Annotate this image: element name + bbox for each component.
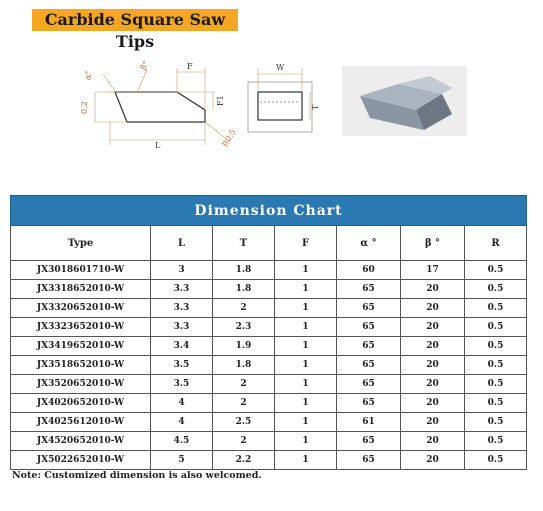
table-cell: 1 bbox=[275, 318, 337, 337]
table-row bbox=[11, 280, 527, 299]
table-cell: 0.5 bbox=[465, 318, 527, 337]
table-cell: 65 bbox=[337, 451, 401, 470]
table-cell: JX3318652010-W bbox=[11, 280, 151, 299]
table-cell: 0.5 bbox=[465, 356, 527, 375]
table-row bbox=[11, 299, 527, 318]
table-cell: 2 bbox=[213, 299, 275, 318]
col-header-type: Type bbox=[11, 226, 151, 261]
table-cell: 3.3 bbox=[151, 299, 213, 318]
table-cell: JX4025612010-W bbox=[11, 413, 151, 432]
table-cell: 4.5 bbox=[151, 432, 213, 451]
table-cell: 20 bbox=[401, 299, 465, 318]
table-cell: 61 bbox=[337, 413, 401, 432]
table-cell: 65 bbox=[337, 299, 401, 318]
footer-note: Note: Customized dimension is also welcomed. bbox=[12, 470, 262, 481]
table-cell: 65 bbox=[337, 394, 401, 413]
table-cell: 0.5 bbox=[465, 280, 527, 299]
table-cell: 0.5 bbox=[465, 261, 527, 280]
table-row bbox=[11, 337, 527, 356]
table-cell: 1 bbox=[275, 413, 337, 432]
col-header-l: L bbox=[151, 226, 213, 261]
table-cell: JX3419652010-W bbox=[11, 337, 151, 356]
f1-label: F1 bbox=[216, 95, 225, 106]
table-row bbox=[11, 318, 527, 337]
table-row bbox=[11, 451, 527, 470]
table-row bbox=[11, 432, 527, 451]
table-cell: 1.9 bbox=[213, 337, 275, 356]
table-cell: JX3320652010-W bbox=[11, 299, 151, 318]
table-row bbox=[11, 375, 527, 394]
table-cell: 1 bbox=[275, 451, 337, 470]
height-label: 0.2 bbox=[80, 101, 89, 114]
table-cell: 65 bbox=[337, 318, 401, 337]
table-cell: 17 bbox=[401, 261, 465, 280]
side-view-drawing bbox=[75, 50, 255, 160]
w-label: W bbox=[276, 63, 285, 72]
table-cell: 2 bbox=[213, 432, 275, 451]
dimension-chart-table bbox=[10, 195, 527, 470]
page-title: Carbide Square Saw Tips bbox=[32, 9, 238, 31]
saw-tip-3d-render bbox=[342, 66, 467, 156]
table-cell: 20 bbox=[401, 375, 465, 394]
table-row bbox=[11, 413, 527, 432]
table-cell: 0.5 bbox=[465, 375, 527, 394]
table-cell: 3.3 bbox=[151, 280, 213, 299]
table-cell: 65 bbox=[337, 280, 401, 299]
table-cell: JX3518652010-W bbox=[11, 356, 151, 375]
table-cell: 4 bbox=[151, 394, 213, 413]
table-cell: 1 bbox=[275, 280, 337, 299]
beta-label: β° bbox=[138, 59, 151, 72]
col-header-beta: β ° bbox=[401, 226, 465, 261]
table-row bbox=[11, 261, 527, 280]
table-cell: 1.8 bbox=[213, 280, 275, 299]
table-cell: 1 bbox=[275, 261, 337, 280]
table-cell: 20 bbox=[401, 413, 465, 432]
table-cell: 1 bbox=[275, 299, 337, 318]
table-cell: 0.5 bbox=[465, 394, 527, 413]
table-cell: 20 bbox=[401, 432, 465, 451]
f-label: F bbox=[187, 62, 193, 71]
table-cell: 1 bbox=[275, 356, 337, 375]
table-cell: 20 bbox=[401, 280, 465, 299]
table-cell: 1.8 bbox=[213, 261, 275, 280]
table-cell: 2 bbox=[213, 394, 275, 413]
table-cell: JX4520652010-W bbox=[11, 432, 151, 451]
chart-caption: Dimension Chart bbox=[11, 196, 527, 226]
table-cell: 20 bbox=[401, 356, 465, 375]
table-cell: 5 bbox=[151, 451, 213, 470]
table-cell: JX5022652010-W bbox=[11, 451, 151, 470]
table-cell: 0.5 bbox=[465, 337, 527, 356]
col-header-f: F bbox=[275, 226, 337, 261]
table-cell: 1 bbox=[275, 432, 337, 451]
table-header-row bbox=[11, 226, 527, 261]
table-cell: 65 bbox=[337, 432, 401, 451]
alpha-label: α° bbox=[84, 70, 93, 80]
table-cell: 2.2 bbox=[213, 451, 275, 470]
table-cell: 2.5 bbox=[213, 413, 275, 432]
col-header-r: R bbox=[465, 226, 527, 261]
table-cell: 3 bbox=[151, 261, 213, 280]
table-cell: 1.8 bbox=[213, 356, 275, 375]
r-label: R0.5 bbox=[220, 127, 238, 149]
table-cell: 1 bbox=[275, 375, 337, 394]
table-cell: 20 bbox=[401, 337, 465, 356]
table-cell: 0.5 bbox=[465, 432, 527, 451]
table-cell: JX3520652010-W bbox=[11, 375, 151, 394]
table-cell: 65 bbox=[337, 337, 401, 356]
table-cell: 0.5 bbox=[465, 299, 527, 318]
l-label: L bbox=[155, 141, 161, 150]
table-cell: 3.3 bbox=[151, 318, 213, 337]
table-cell: 20 bbox=[401, 318, 465, 337]
table-cell: JX3323652010-W bbox=[11, 318, 151, 337]
chart-caption-row bbox=[11, 196, 527, 226]
table-cell: 4 bbox=[151, 413, 213, 432]
table-row bbox=[11, 394, 527, 413]
table-cell: 2.3 bbox=[213, 318, 275, 337]
col-header-t: T bbox=[213, 226, 275, 261]
t-label: T bbox=[311, 104, 320, 110]
table-cell: JX3018601710-W bbox=[11, 261, 151, 280]
table-row bbox=[11, 356, 527, 375]
col-header-alpha: α ° bbox=[337, 226, 401, 261]
table-cell: 60 bbox=[337, 261, 401, 280]
table-cell: 65 bbox=[337, 356, 401, 375]
table-cell: 2 bbox=[213, 375, 275, 394]
table-cell: 20 bbox=[401, 394, 465, 413]
front-view-drawing bbox=[240, 50, 330, 160]
table-cell: 3.5 bbox=[151, 375, 213, 394]
table-cell: 0.5 bbox=[465, 451, 527, 470]
table-cell: JX4020652010-W bbox=[11, 394, 151, 413]
table-cell: 1 bbox=[275, 337, 337, 356]
table-cell: 3.5 bbox=[151, 356, 213, 375]
table-cell: 1 bbox=[275, 394, 337, 413]
table-cell: 20 bbox=[401, 451, 465, 470]
table-cell: 65 bbox=[337, 375, 401, 394]
table-cell: 3.4 bbox=[151, 337, 213, 356]
technical-drawings bbox=[0, 50, 543, 160]
table-cell: 0.5 bbox=[465, 413, 527, 432]
